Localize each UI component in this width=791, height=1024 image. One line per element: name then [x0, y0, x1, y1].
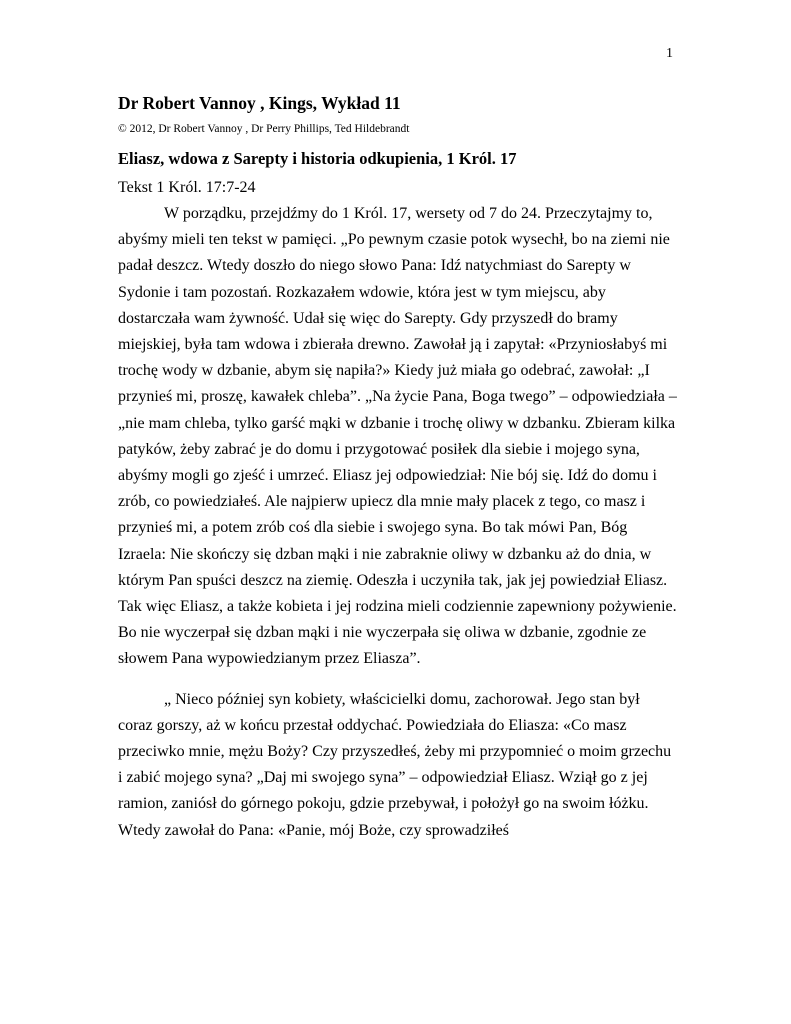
copyright-line: © 2012, Dr Robert Vannoy , Dr Perry Phillips, Ted Hildebrandt — [118, 123, 410, 135]
paragraph: „ Nieco później syn kobiety, właścicielki domu, zachorował. Jego stan był coraz gorszy, aż w końcu przestał oddychać. Powiedziała do Eliasza: «Co masz przeciwko mnie, mężu Boży? Czy przyszedłeś, żeby mi przypomnieć o moim grzechu i zabić mojego syna? „Daj mi swojego syna” – odpowiedział Eliasz. Wziął go z jej ramion, zaniósł do górnego pokoju, gdzie przebywał, i położył go na swoim łóżku. Wtedy zawołał do Pana: «Panie, mój Boże, czy sprowadziłeś — [118, 690, 672, 839]
lecture-subtitle: Eliasz, wdowa z Sarepty i historia odkupienia, 1 Król. 17 — [118, 149, 517, 168]
page-number: 1 — [666, 46, 673, 61]
paragraph: W porządku, przejdźmy do 1 Król. 17, wersety od 7 do 24. Przeczytajmy to, abyśmy mieli ten tekst w pamięci. „Po pewnym czasie potok wysechł, bo na ziemi nie padał deszcz. Wtedy doszło do niego słowo Pana: Idź natychmiast do Sarepty w Sydonie i tam pozostań. Rozkazałem wdowie, która jest w tym miejscu, aby dostarczała wam żywność. Udał się więc do Sarepty. Gdy przyszedł do bramy miejskiej, była tam wdowa i zbierała drewno. Zawołał ją i zapytał: «Przyniosłabyś mi trochę wody w dzbanie, abym się napiła?» Kiedy już miała go odebrać, zawołał: „I przynieś mi, proszę, kawałek chleba”. „Na życie Pana, Boga twego” – odpowiedziała – „nie mam chleba, tylko garść mąki w dzbanie i trochę oliwy w dzbanku. Zbieram kilka patyków, żeby zabrać je do domu i przygotować posiłek dla siebie i mojego syna, abyśmy mogli go zjeść i umrzeć. Eliasz jej odpowiedział: Nie bój się. Idź do domu i zrób, co powiedziałeś. Ale najpierw upiecz dla mnie mały placek z tego, co masz i przynieś mi, a potem zrób coś dla siebie i swojego syna. Bo tak mówi Pan, Bóg Izraela: Nie skończy się dzban mąki i nie zabraknie oliwy w dzbanku aż do dnia, w którym Pan spuści deszcz na ziemię. Odeszła i uczyniła tak, jak jej powiedział Eliasz. Tak więc Eliasz, a także kobieta i jej rodzina mieli codziennie zapewniony pożywienie. Bo nie wyczerpał się dzban mąki i nie wyczerpała się oliwa w dzbanie, zgodnie ze słowem Pana wypowiedzianym przez Eliasza”. — [118, 205, 677, 668]
document-title: Dr Robert Vannoy , Kings, Wykład 11 — [118, 93, 401, 113]
document-body — [118, 92, 678, 844]
text-reference: Tekst 1 Król. 17:7-24 — [118, 179, 256, 196]
